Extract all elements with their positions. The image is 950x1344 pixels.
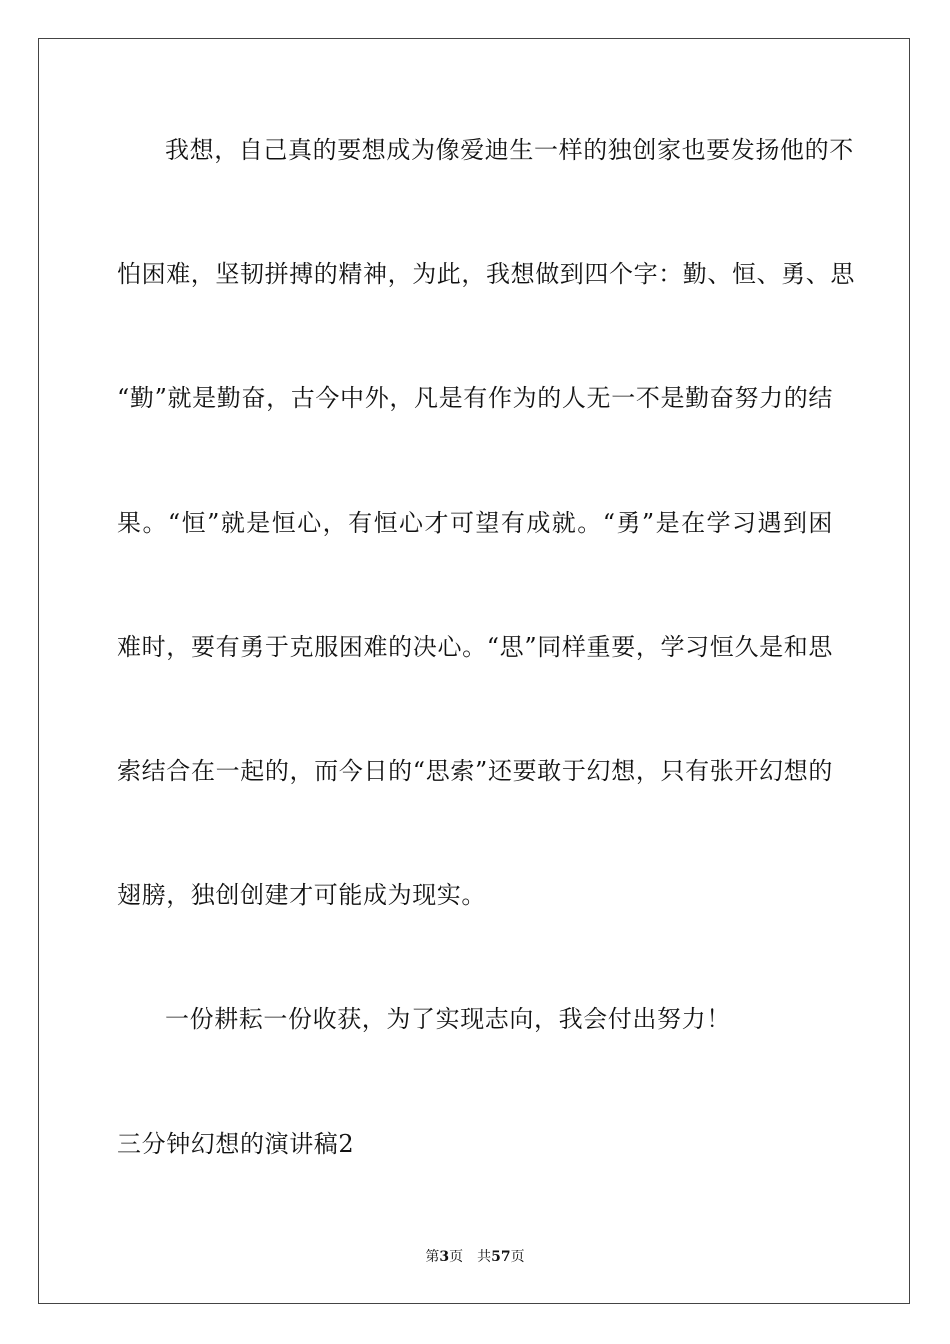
footer-total-pages: 57 <box>491 1249 511 1265</box>
paragraph-line-2: 怕困难，坚韧拼搏的精神，为此，我想做到四个字：勤、恒、勇、思 <box>117 260 855 288</box>
paragraph-line-5: 难时，要有勇于克服困难的决心。“思”同样重要，学习恒久是和思 <box>117 633 833 661</box>
section-heading: 三分钟幻想的演讲稿2 <box>117 1130 355 1158</box>
footer-total-suffix: 页 <box>510 1249 525 1265</box>
footer-total-prefix: 共 <box>477 1249 492 1265</box>
paragraph-line-1: 我想，自己真的要想成为像爱迪生一样的独创家也要发扬他的不 <box>165 136 854 164</box>
page-footer <box>0 1248 950 1266</box>
paragraph-line-3: “勤”就是勤奋，古今中外，凡是有作为的人无一不是勤奋努力的结 <box>117 384 833 412</box>
paragraph-line-8: 一份耕耘一份收获，为了实现志向，我会付出努力！ <box>165 1005 731 1033</box>
page-border <box>38 38 910 1304</box>
paragraph-line-4: 果。“恒”就是恒心，有恒心才可望有成就。“勇”是在学习遇到困 <box>117 509 833 537</box>
footer-page-prefix: 第 <box>425 1249 440 1265</box>
paragraph-line-7: 翅膀，独创创建才可能成为现实。 <box>117 881 486 909</box>
paragraph-line-6: 索结合在一起的，而今日的“思索”还要敢于幻想，只有张开幻想的 <box>117 757 833 785</box>
footer-page-suffix: 页 <box>449 1249 464 1265</box>
footer-page-number: 3 <box>439 1249 450 1265</box>
